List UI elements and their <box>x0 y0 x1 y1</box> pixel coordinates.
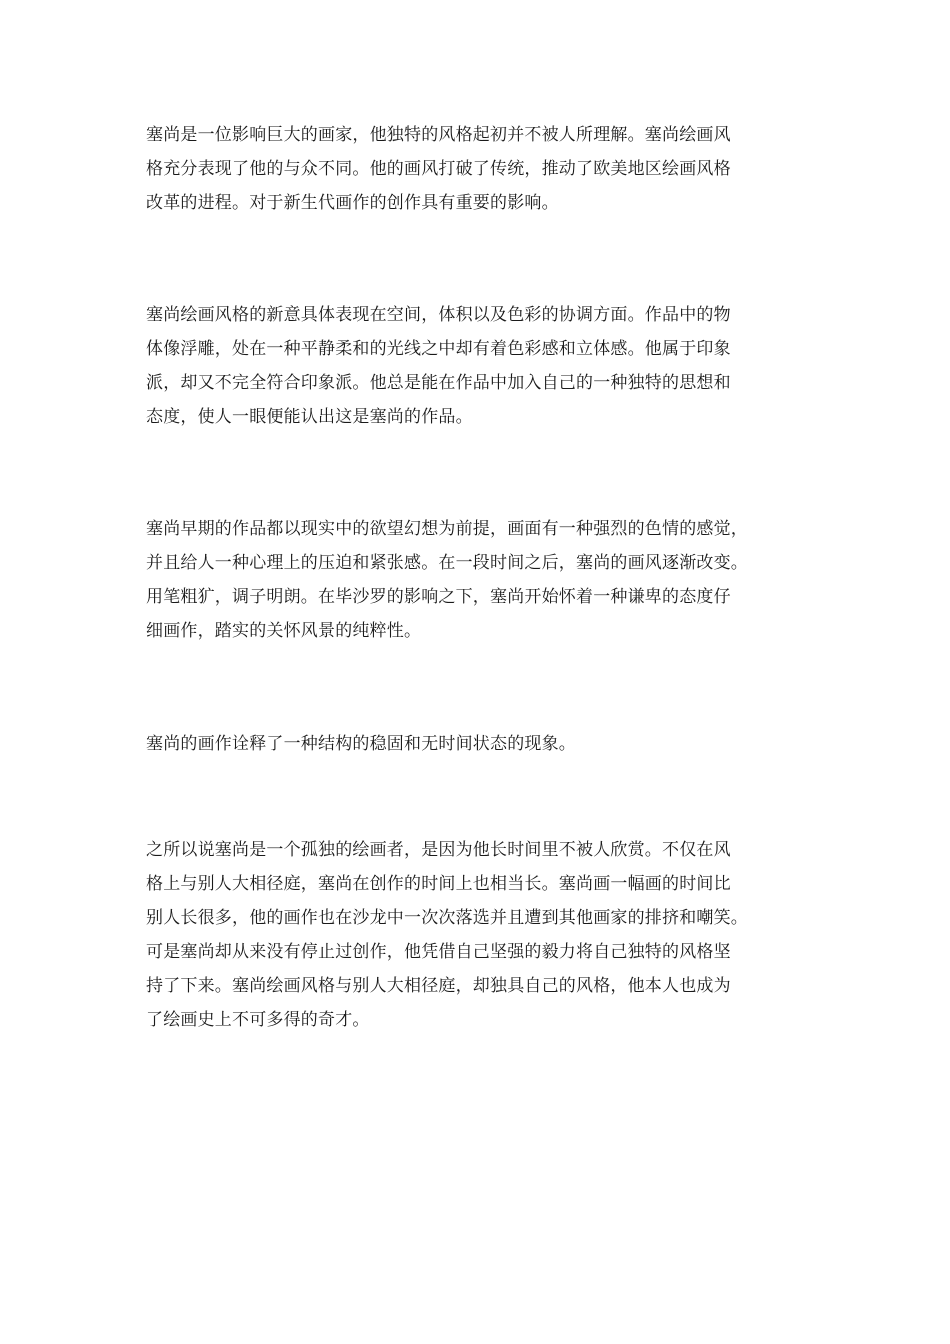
paragraph-line: 体像浮雕，处在一种平静柔和的光线之中却有着色彩感和立体感。他属于印象 <box>146 339 731 359</box>
paragraph-line: 别人长很多，他的画作也在沙龙中一次次落选并且遭到其他画家的排挤和嘲笑。 <box>146 908 748 928</box>
paragraph-line: 并且给人一种心理上的压迫和紧张感。在一段时间之后，塞尚的画风逐渐改变。 <box>146 553 748 573</box>
paragraph-line: 塞尚是一位影响巨大的画家，他独特的风格起初并不被人所理解。塞尚绘画风 <box>146 125 731 145</box>
paragraph-line: 格上与别人大相径庭，塞尚在创作的时间上也相当长。塞尚画一幅画的时间比 <box>146 874 731 894</box>
paragraph-5 <box>146 833 816 1037</box>
paragraph-line: 格充分表现了他的与众不同。他的画风打破了传统，推动了欧美地区绘画风格 <box>146 159 731 179</box>
paragraph-line: 之所以说塞尚是一个孤独的绘画者，是因为他长时间里不被人欣赏。不仅在风 <box>146 840 731 860</box>
paragraph-3 <box>146 512 816 648</box>
paragraph-1 <box>146 118 816 220</box>
paragraph-line: 持了下来。塞尚绘画风格与别人大相径庭，却独具自己的风格，他本人也成为 <box>146 976 731 996</box>
paragraph-line: 塞尚的画作诠释了一种结构的稳固和无时间状态的现象。 <box>146 734 576 754</box>
paragraph-line: 可是塞尚却从来没有停止过创作，他凭借自己坚强的毅力将自己独特的风格坚 <box>146 942 731 962</box>
paragraph-line: 态度，使人一眼便能认出这是塞尚的作品。 <box>146 407 473 427</box>
paragraph-4 <box>146 727 816 761</box>
paragraph-line: 塞尚早期的作品都以现实中的欲望幻想为前提，画面有一种强烈的色情的感觉， <box>146 519 748 539</box>
paragraph-line: 塞尚绘画风格的新意具体表现在空间，体积以及色彩的协调方面。作品中的物 <box>146 305 731 325</box>
paragraph-line: 了绘画史上不可多得的奇才。 <box>146 1010 370 1030</box>
paragraph-line: 派，却又不完全符合印象派。他总是能在作品中加入自己的一种独特的思想和 <box>146 373 731 393</box>
paragraph-line: 细画作，踏实的关怀风景的纯粹性。 <box>146 621 422 641</box>
paragraph-2 <box>146 298 816 434</box>
paragraph-line: 用笔粗犷，调子明朗。在毕沙罗的影响之下，塞尚开始怀着一种谦卑的态度仔 <box>146 587 731 607</box>
paragraph-line: 改革的进程。对于新生代画作的创作具有重要的影响。 <box>146 193 559 213</box>
